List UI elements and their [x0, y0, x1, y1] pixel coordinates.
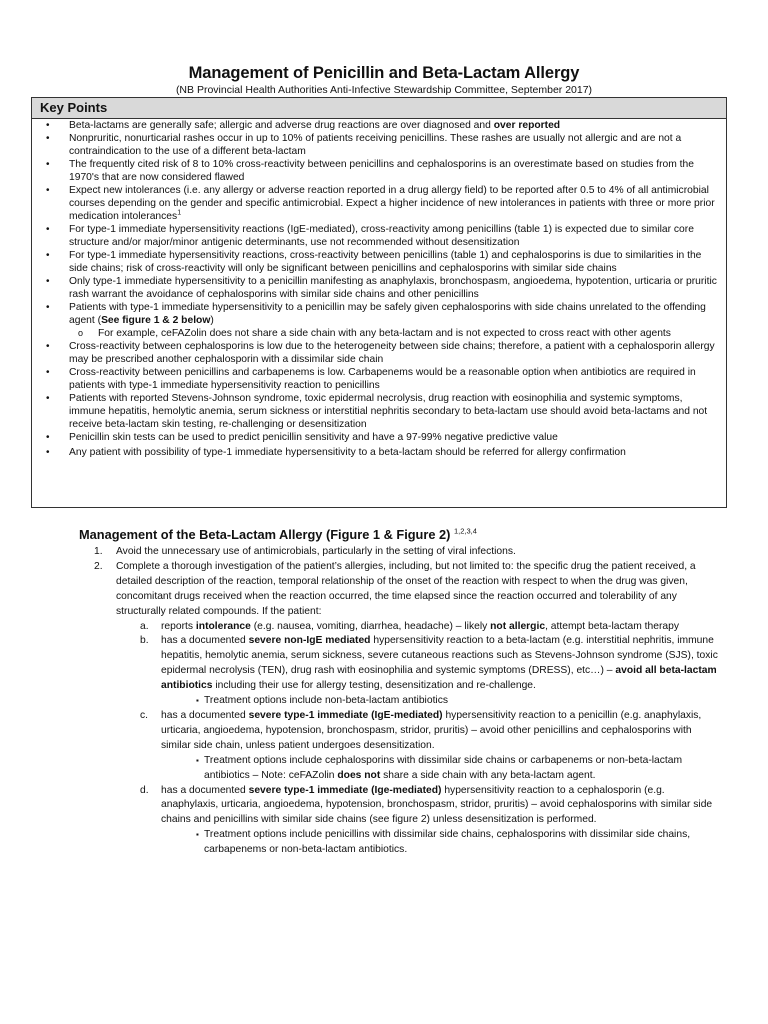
text-run: Patients with type-1 immediate hypersensitivity to a penicillin may be safely given cephalosporins with side chains unrelated to the offending agent (: [69, 302, 706, 326]
text-run: Beta-lactams are generally safe; allergic and adverse drug reactions are over diagnosed and: [69, 120, 494, 131]
text-run: , attempt beta-lactam therapy: [545, 620, 679, 632]
text-run: hypersensitivity reaction to a cephalosporin (e.g. anaphylaxis, urticaria, angioedema, hypotension, bronchospasm, stridor, pruritis) – avoid cephalosporins with similar side chains and penicillins with similar side chains (see figure 2) unless desensitization is performed.: [161, 784, 713, 826]
lettered-substep: [0, 709, 768, 754]
treatment-option: [0, 828, 768, 858]
text-run: has a documented: [161, 635, 249, 647]
text-run: For type-1 immediate hypersensitivity reactions, cross-reactivity between penicillins (table 1) and cephalosporins is due to similarities in the side chains; risk of cross-reactivity will only be significant between penicillins and cephalosporins with similar side chains: [69, 250, 702, 274]
key-point-item: [32, 223, 726, 249]
list-marker: d.: [140, 784, 149, 796]
list-marker: b.: [140, 635, 149, 647]
bullet-marker: •: [46, 224, 50, 235]
bullet-marker: •: [46, 185, 50, 196]
text-run: Cross-reactivity between penicillins and carbapenems is low. Carbapenems would be a reasonable option when antibiotics are required in patients with type-1 immediate hypersensitivity reaction to penicillins: [69, 367, 696, 391]
bullet-marker: •: [46, 432, 50, 443]
management-section-title: [79, 527, 477, 542]
bold-text: severe non-IgE mediated: [248, 635, 371, 647]
text-run: share a side chain with any beta-lactam agent.: [380, 769, 596, 781]
text-run: ): [210, 315, 214, 326]
text-run: Penicillin skin tests can be used to predict penicillin sensitivity and have a 97-99% negative predictive value: [69, 432, 558, 443]
key-point-item: [32, 119, 726, 132]
sub-bullet-marker: o: [78, 328, 84, 338]
key-point-item: [32, 184, 726, 223]
treatment-option: [0, 754, 768, 784]
text-run: (e.g. nausea, vomiting, diarrhea, headache) – likely: [250, 620, 491, 632]
bold-text: severe type-1 immediate (Ige-mediated): [248, 784, 442, 796]
text-run: For example, ceFAZolin does not share a side chain with any beta-lactam and is not expected to cross react with other agents: [98, 328, 671, 339]
text-run: including their use for allergy testing, desensitization and re-challenge.: [212, 680, 536, 692]
management-steps: [0, 545, 768, 858]
list-marker: a.: [140, 620, 149, 632]
bullet-marker: •: [46, 341, 50, 352]
key-points-box: [31, 97, 727, 508]
bold-text: See figure 1 & 2 below: [101, 315, 211, 326]
key-point-item: [32, 249, 726, 275]
list-marker: c.: [140, 709, 149, 721]
text-run: Any patient with possibility of type-1 immediate hypersensitivity to a beta-lactam should be referred for allergy confirmation: [69, 447, 626, 458]
numbered-step: [0, 560, 768, 620]
text-run: Treatment options include non-beta-lactam antibiotics: [204, 695, 449, 707]
list-marker: ▪: [196, 830, 199, 840]
bold-text: severe type-1 immediate (IgE-mediated): [248, 709, 443, 721]
bullet-marker: •: [46, 393, 50, 404]
bold-text: over reported: [493, 120, 561, 131]
key-point-item: [32, 366, 726, 392]
key-point-item: [32, 446, 726, 459]
text-run: The frequently cited risk of 8 to 10% cross-reactivity between penicillins and cephalosporins is an overestimate based on studies from the 1970's that are now considered flawed: [69, 159, 694, 183]
text-run: For type-1 immediate hypersensitivity reactions (IgE-mediated), cross-reactivity among penicillins (table 1) is expected due to similar core structure and/or major/minor antigenic determinants, use not recommended without desensitization: [69, 224, 694, 248]
bullet-marker: •: [46, 133, 50, 144]
footnote-ref: 1: [177, 209, 182, 217]
bold-text: not allergic: [490, 620, 546, 632]
key-point-subitem: [32, 327, 726, 340]
bullet-marker: •: [46, 447, 50, 458]
text-run: Expect new intolerances (i.e. any allergy or adverse reaction reported in a drug allergy field) to be reported after 0.5 to 4% of all antimicrobial courses depending on the gender and specific antimicrobial. Expect a higher incidence of new intolerances in patients with three or more prior medication intolerances: [69, 185, 715, 222]
list-marker: ▪: [196, 696, 199, 706]
text-run: has a documented: [161, 709, 249, 721]
bullet-marker: •: [46, 302, 50, 313]
bullet-marker: •: [46, 276, 50, 287]
key-point-item: [32, 392, 726, 431]
key-point-item: [32, 275, 726, 301]
key-point-item: [32, 431, 726, 444]
bullet-marker: •: [46, 367, 50, 378]
key-points-header: Key Points: [32, 98, 726, 119]
text-run: Patients with reported Stevens-Johnson syndrome, toxic epidermal necrolysis, drug reaction with eosinophilia and systemic symptoms, immune hepatitis, hemolytic anemia, serum sickness or interstitial nephritis secondary to beta-lactam use should avoid beta-lactams and not receive beta-lactam skin testing, re-challenging or desensitization: [69, 393, 708, 430]
text-run: Cross-reactivity between cephalosporins is low due to the heterogeneity between side chains; therefore, a patient with a cephalosporin allergy may be prescribed another cephalosporin with a dissimilar side chain: [69, 341, 715, 365]
text-run: Avoid the unnecessary use of antimicrobials, particularly in the setting of viral infections.: [116, 546, 516, 557]
key-point-item: [32, 158, 726, 184]
page-title: Management of Penicillin and Beta-Lactam Allergy: [188, 64, 580, 82]
management-title-text: Management of the Beta-Lactam Allergy (Figure 1 & Figure 2): [79, 527, 451, 542]
key-point-item: [32, 301, 726, 327]
text-run: Treatment options include cephalosporins with dissimilar side chains or carbapenems or non-beta-lactam antibiotics – Note: ceFAZolin: [204, 754, 683, 781]
bullet-marker: •: [46, 250, 50, 261]
management-title-refs: 1,2,3,4: [453, 526, 477, 536]
list-marker: ▪: [196, 755, 199, 765]
treatment-option: [0, 694, 768, 709]
text-run: reports: [161, 620, 196, 632]
list-marker: 2.: [94, 560, 103, 572]
text-run: has a documented: [161, 784, 249, 796]
bold-text: intolerance: [195, 620, 251, 632]
bullet-marker: •: [46, 159, 50, 170]
lettered-substep: [0, 634, 768, 694]
bullet-marker: •: [46, 120, 50, 131]
text-run: Only type-1 immediate hypersensitivity to a penicillin manifesting as anaphylaxis, bronchospasm, angioedema, hypotention, urticaria or pruritic rash warrant the avoidance of cephalosporins with similar side chains and other penicillins: [69, 276, 717, 300]
page-subtitle: (NB Provincial Health Authorities Anti-Infective Stewardship Committee, September 2017): [175, 84, 593, 96]
key-points-list: [32, 119, 726, 459]
lettered-substep: [0, 620, 768, 635]
numbered-step: [0, 545, 768, 560]
text-run: Treatment options include penicillins with dissimilar side chains, cephalosporins with dissimilar side chains, carbapenems or non-beta-lactam antibiotics.: [204, 829, 691, 856]
text-run: Nonpruritic, nonurticarial rashes occur in up to 10% of patients receiving penicillins. These rashes are usually not allergic and are not a contraindication to the use of a different beta-lactam: [69, 133, 682, 157]
text-run: Complete a thorough investigation of the patient’s allergies, including, but not limited to: the specific drug the patient received, a detailed description of the reaction, temporal relationship of the onset of the reaction with respect to when the drug was given, concomitant drugs received when the reaction occurred, the time elapsed since the reaction occurred and tolerability of any structurally related compounds. If the patient:: [116, 560, 696, 617]
text-run: hypersensitivity reaction to a beta-lactam (e.g. interstitial nephritis, immune hepatitis, hemolytic anemia, serum sickness, severe cutaneous reactions such as Stevens-Johnson syndrome (SJS), toxic epidermal necrolysis (TEN), drug rash with eosinophilia and systemic symptoms (DRESS), etc…) –: [161, 635, 718, 677]
list-marker: 1.: [94, 546, 103, 557]
bold-text: does not: [337, 769, 381, 781]
bold-text: avoid all beta-lactam antibiotics: [161, 665, 717, 692]
key-point-item: [32, 132, 726, 158]
lettered-substep: [0, 784, 768, 829]
key-point-item: [32, 340, 726, 366]
text-run: hypersensitivity reaction to a penicillin (e.g. anaphylaxis, urticaria, angioedema, hypotension, bronchospasm, stridor, pruritis) – avoid other penicillins and cephalosporins with similar side chain, unless patient undergoes desensitization.: [161, 709, 702, 751]
